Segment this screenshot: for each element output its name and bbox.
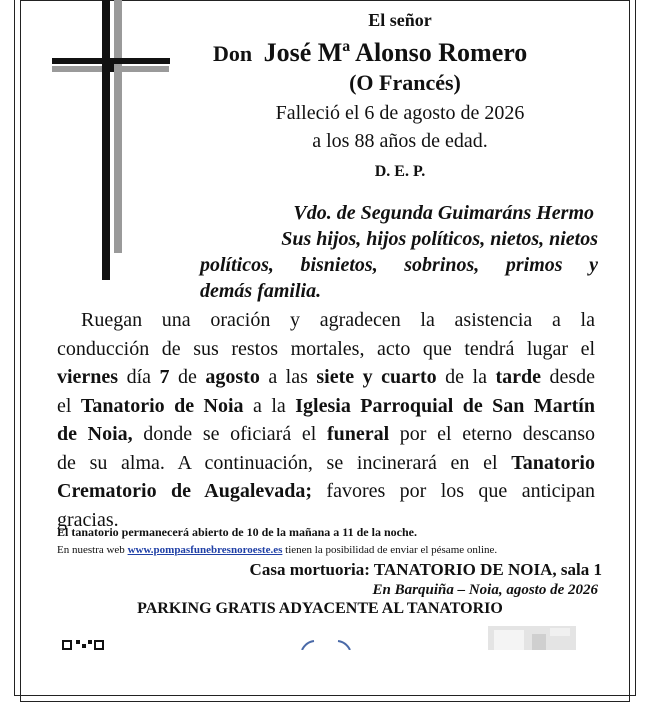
family-line: políticos, bisnietos, sobrinos, primos y [200, 254, 598, 276]
cross-icon [52, 0, 172, 280]
dep-text: D. E. P. [374, 163, 426, 180]
ceremony-paragraph [57, 306, 595, 534]
body-line: gracias. [57, 508, 119, 531]
website-link[interactable]: www.pompasfunebresnoroeste.es [127, 544, 283, 556]
family-line: Sus hijos, hijos políticos, nietos, nietos [281, 228, 598, 250]
mortuary-info: Casa mortuoria: TANATORIO DE NOIA, sala 1 [249, 560, 602, 579]
map-thumbnail [488, 626, 576, 650]
death-date: Falleció el 6 de agosto de 2026 [275, 102, 525, 124]
nickname: (O Francés) [349, 70, 461, 95]
body-line: viernes día 7 de agosto a las siete y cuarto de la tarde desde [57, 366, 596, 388]
intro-text: El señor [368, 10, 432, 30]
place-date: En Barquiña – Noia, agosto de 2026 [372, 582, 598, 598]
body-line: conducción de sus restos mortales, acto que tendrá lugar el [57, 337, 595, 360]
age-text: a los 88 años de edad. [312, 130, 488, 152]
parking-note: PARKING GRATIS ADYACENTE AL TANATORIO [137, 600, 503, 617]
deceased-name [213, 38, 527, 68]
body-line: Crematorio de Augalevada; favores por los que anticipan [57, 480, 595, 502]
body-line: de su alma. A continuación, se incinerará en el Tanatorio [57, 451, 595, 474]
family-block [200, 200, 598, 304]
body-line: el Tanatorio de Noia a la Iglesia Parroquial de San Martín [57, 394, 595, 417]
body-line: de Noia, donde se oficiará el funeral por el eterno descanso [57, 423, 596, 445]
opening-hours-note: El tanatorio permanecerá abierto de 10 de la mañana a 11 de la noche. [57, 525, 417, 539]
logo-icon [300, 640, 352, 650]
qr-code-icon [62, 638, 108, 650]
body-line: Ruegan una oración y agradecen la asistencia a la [81, 309, 595, 331]
family-line: Vdo. de Segunda Guimaráns Hermo [293, 202, 594, 224]
full-name: José Mª Alonso Romero [263, 38, 528, 67]
title-prefix: Don [213, 41, 253, 66]
family-line: demás familia. [200, 280, 322, 302]
web-note: En nuestra web www.pompasfunebresnoroeste.es tienen la posibilidad de enviar el pésame online. [57, 544, 498, 556]
